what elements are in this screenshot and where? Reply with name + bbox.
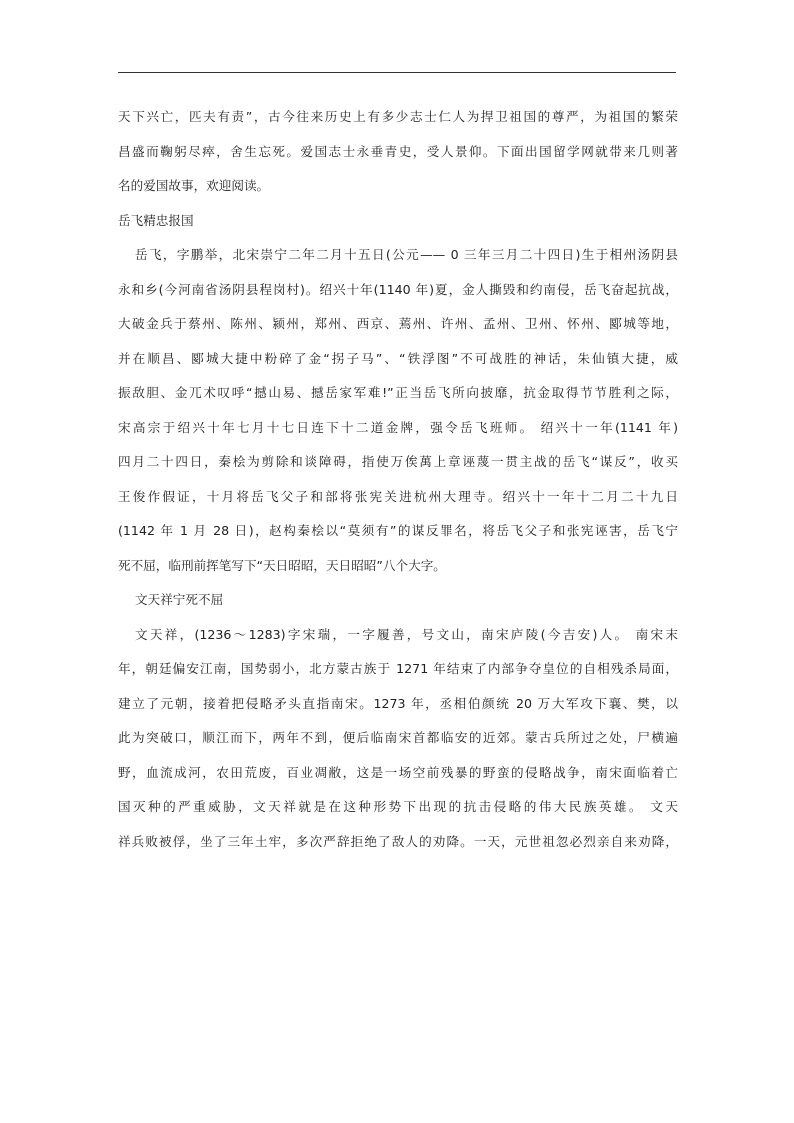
intro-line: 名的爱国故事，欢迎阅读。 xyxy=(118,178,270,193)
story2-line: 祥兵败被俘，坐了三年土牢，多次严辞拒绝了敌人的劝降。一天，元世祖忽必烈亲自来劝降， xyxy=(118,833,678,849)
story1-title: 岳飞精忠报国 xyxy=(118,212,194,228)
intro-line: 天下兴亡，匹夫有责”，古今往来历史上有多少志士仁人为捍卫祖国的尊严，为祖国的繁荣 xyxy=(118,109,678,124)
story1-line: 宋高宗于绍兴十年七月十七日连下十二道金牌，强令岳飞班师。 绍兴十一年(1141 年) xyxy=(118,419,678,435)
story2-line: 建立了元朝，接着把侵略矛头直指南宋。1273 年，丞相伯颜统 20 万大军攻下襄、樊，以 xyxy=(118,695,678,711)
intro-paragraph xyxy=(118,100,678,204)
header-rule xyxy=(118,72,676,73)
story1-line: 四月二十四日，秦桧为剪除和谈障碍，指使万俟萬上章诬蔑一贯主战的岳飞“谋反”，收买 xyxy=(118,454,678,469)
story1-line: 王俊作假证，十月将岳飞父子和部将张宪关进杭州大理寺。绍兴十一年十二月二十九日 xyxy=(118,488,678,504)
story1-line: 死不屈，临刑前挥笔写下“天日昭昭，天日昭昭”八个大字。 xyxy=(118,557,446,573)
intro-line: 昌盛而鞠躬尽瘁，舍生忘死。爱国志士永垂青史，受人景仰。下面出国留学网就带来几则著 xyxy=(118,143,678,159)
story2-paragraph xyxy=(118,618,678,860)
story1-line: 岳飞，字鹏举，北宋崇宁二年二月十五日(公元—— 0 三年三月二十四日)生于相州汤阴县 xyxy=(135,247,678,262)
story1-paragraph xyxy=(118,238,678,583)
story1-line: 振敌胆、金兀术叹呼“撼山易、撼岳家军难!”正当岳飞所向披靡，抗金取得节节胜利之际， xyxy=(118,385,678,400)
document-body xyxy=(118,100,678,859)
story2-line: 野，血流成河，农田荒废，百业凋敝，这是一场空前残暴的野蛮的侵略战争，南宋面临着亡 xyxy=(118,764,678,780)
story1-line: 永和乡(今河南省汤阴县程岗村)。绍兴十年(1140 年)夏，金人撕毁和约南侵，岳飞奋起抗战， xyxy=(118,281,678,297)
story1-line: 大破金兵于蔡州、陈州、颍州，郑州、西京、蔫州、许州、孟州、卫州、怀州、郾城等地， xyxy=(118,316,678,331)
story2-line: 年，朝廷偏安江南，国势弱小，北方蒙古族于 1271 年结束了内部争夺皇位的自相残杀局面， xyxy=(118,661,678,676)
story1-line: (1142 年 1 月 28 日)，赵构秦桧以“莫须有”的谋反罪名，将岳飞父子和张宪诬害，岳飞宁 xyxy=(118,523,678,538)
story2-line: 此为突破口，顺江而下，两年不到，便后临南宋首都临安的近郊。蒙古兵所过之处，尸横遍 xyxy=(118,730,678,745)
story2-line: 国灭种的严重威胁，文天祥就是在这种形势下出现的抗击侵略的伟大民族英雄。 文天 xyxy=(118,799,678,814)
story2-title: 文天祥宁死不屈 xyxy=(135,592,224,607)
story1-line: 并在顺昌、郾城大捷中粉碎了金“拐子马”、“铁浮图”不可战胜的神话，朱仙镇大捷，威 xyxy=(118,350,678,366)
story2-line: 文天祥，(1236～1283)字宋瑞，一字履善，号文山，南宋庐陵(今吉安)人。 南宋末 xyxy=(135,626,678,642)
